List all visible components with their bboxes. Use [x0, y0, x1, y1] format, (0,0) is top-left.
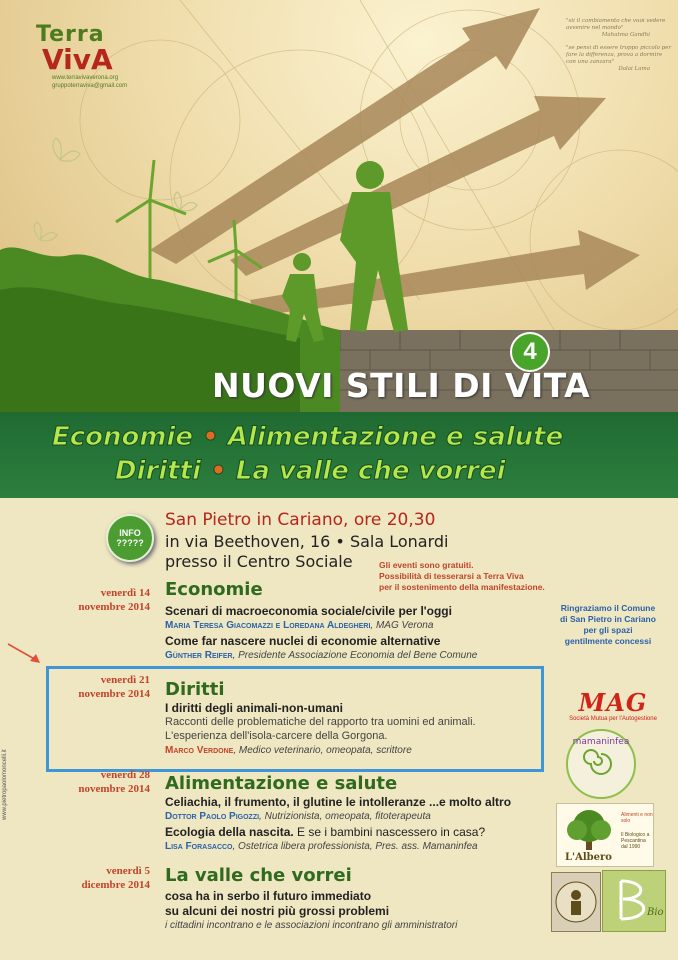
- quote-gandhi-author: Mahatma Gandhi: [601, 32, 650, 38]
- poster-title: NUOVI STILI DI VITA: [212, 366, 591, 405]
- event-venue: presso il Centro Sociale: [165, 552, 353, 571]
- free-note-line: per il sostenimento della manifestazione.: [379, 582, 545, 592]
- info-badge[interactable]: [106, 514, 154, 562]
- themes-line-1: [52, 422, 563, 452]
- session-title: Economie: [165, 579, 263, 600]
- theme-separator: •: [210, 456, 227, 486]
- session-date: [4, 673, 150, 701]
- themes-band: [0, 412, 678, 498]
- event-address: in via Beethoven, 16 • Sala Lonardi: [165, 532, 449, 551]
- associazione-produttori-logo: [551, 872, 601, 932]
- session-date: [4, 768, 150, 796]
- albero-sub: Il Biologico a Pescantina dal 1990: [621, 832, 650, 850]
- thanks-line: Ringraziamo il Comune: [560, 603, 656, 613]
- speaker-names: Marco Verdone: [165, 745, 234, 756]
- session-day: venerdì 14: [100, 587, 150, 599]
- mag-logo-text: MAG: [578, 688, 648, 717]
- speaker-role: , Presidente Associazione Economia del Bene Comune: [232, 650, 478, 661]
- mag-logo: [560, 690, 666, 722]
- speaker-role: , Medico veterinario, omeopata, scrittore: [233, 745, 412, 756]
- free-note-line: Possibilità di tesserarsi a Terra Viva: [379, 571, 524, 581]
- thanks-line: di San Pietro in Cariano: [560, 614, 656, 624]
- session-month: dicembre 2014: [81, 879, 150, 891]
- quote-dalai-lama-author: Dalai Lama: [618, 66, 650, 72]
- bio-logo: [602, 870, 666, 932]
- session-line: cosa ha in serbo il futuro immediato: [165, 889, 372, 903]
- session-line: Come far nascere nuclei di economie alternative: [165, 634, 441, 648]
- tree-icon: [561, 806, 617, 852]
- session-line: Racconti delle problematiche del rapporto tra uomini ed animali.: [165, 716, 476, 728]
- session-speaker: [165, 745, 412, 756]
- session-line: [165, 825, 485, 839]
- logo-email[interactable]: gruppoterraviva@gmail.com: [52, 83, 128, 89]
- event-place-time: San Pietro in Cariano, ore 20,30: [165, 510, 436, 530]
- speaker-names: Maria Teresa Giacomazzi e Loredana Aldegheri: [165, 620, 371, 631]
- session-title: La valle che vorrei: [165, 865, 352, 886]
- session-line: Scenari di macroeconomia sociale/civile per l'oggi: [165, 604, 452, 618]
- session-line: L'esperienza dell'isola-carcere della Gorgona.: [165, 730, 388, 742]
- speaker-role: , Nutrizionista, omeopata, fitoterapeuta: [259, 811, 431, 822]
- bio-b-icon: [603, 871, 665, 931]
- albero-name: L'Albero: [565, 852, 612, 863]
- session-line-bold: Ecologia della nascita.: [165, 825, 294, 839]
- bio-text: Bio: [647, 907, 664, 918]
- speaker-role: , MAG Verona: [370, 620, 434, 631]
- logo-website[interactable]: www.terravivaverona.org: [52, 75, 119, 81]
- session-speaker: [165, 650, 477, 661]
- quote-dalai-lama: "se pensi di essere troppo piccolo per fare la differenza, prova a dormire con una zanzara": [566, 45, 672, 65]
- speaker-names: Lisa Forasacco: [165, 841, 233, 852]
- speaker-names: Dottor Paolo Pigozzi: [165, 811, 260, 822]
- session-title: Diritti: [165, 679, 225, 700]
- session-line-rest: E se i bambini nascessero in casa?: [293, 825, 486, 839]
- farmer-icon: [552, 873, 600, 931]
- session-line: Celiachia, il frumento, il glutine le intolleranze ...e molto altro: [165, 795, 512, 809]
- session-speaker: [165, 620, 433, 631]
- theme-separator: •: [202, 422, 219, 452]
- session-line: I diritti degli animali-non-umani: [165, 701, 344, 715]
- theme-valle: La valle che vorrei: [235, 456, 506, 486]
- speaker-names: Günther Reifer: [165, 650, 233, 661]
- free-events-note: [379, 560, 545, 593]
- terra-viva-logo: [28, 24, 148, 90]
- info-badge-label: INFO: [119, 528, 141, 538]
- hero-illustration: [0, 0, 678, 415]
- mamaninfea-text: mamaninfea: [572, 737, 630, 747]
- theme-economie: Economie: [52, 422, 194, 452]
- session-month: novembre 2014: [78, 783, 150, 795]
- session-day: venerdì 5: [106, 865, 150, 877]
- thanks-line: per gli spazi: [583, 625, 633, 635]
- logo-line-2: VivA: [42, 43, 113, 76]
- session-line: i cittadini incontrano e le associazioni incontrano gli amministratori: [165, 920, 458, 931]
- session-month: novembre 2014: [78, 688, 150, 700]
- mamaninfea-logo: [565, 728, 637, 800]
- session-month: novembre 2014: [78, 601, 150, 613]
- session-line: su alcuni dei nostri più grossi problemi: [165, 904, 390, 918]
- session-date: [4, 586, 150, 614]
- session-title: Alimentazione e salute: [165, 773, 398, 794]
- quotes-block: [566, 18, 672, 79]
- session-day: venerdì 28: [100, 769, 150, 781]
- credit-vertical[interactable]: www.pietropaolomoncelli.it: [2, 749, 8, 820]
- themes-line-2: [115, 456, 506, 486]
- free-note-line: Gli eventi sono gratuiti.: [379, 560, 474, 570]
- session-speaker: [165, 841, 478, 852]
- thanks-note: [540, 603, 676, 647]
- red-arrow-icon: [6, 641, 46, 667]
- theme-alimentazione: Alimentazione e salute: [227, 422, 564, 452]
- info-badge-sub: ?????: [116, 538, 144, 548]
- theme-diritti: Diritti: [115, 456, 201, 486]
- logo-line-1: Terra: [36, 22, 105, 47]
- mag-logo-sub: Società Mutua per l'Autogestione: [569, 716, 657, 722]
- thanks-line: gentilmente concessi: [564, 636, 652, 646]
- speaker-role: , Ostetrica libera professionista, Pres. ass. Mamaninfea: [232, 841, 478, 852]
- quote-gandhi: "sii il cambiamento che vuoi vedere avvenire nel mondo": [566, 18, 666, 31]
- session-date: [4, 864, 150, 892]
- session-speaker: [165, 811, 431, 822]
- albero-sub: Alimenti e non solo: [621, 812, 653, 824]
- albero-logo: [556, 803, 654, 867]
- edition-number-badge: 4: [510, 332, 550, 372]
- session-day: venerdì 21: [100, 674, 150, 686]
